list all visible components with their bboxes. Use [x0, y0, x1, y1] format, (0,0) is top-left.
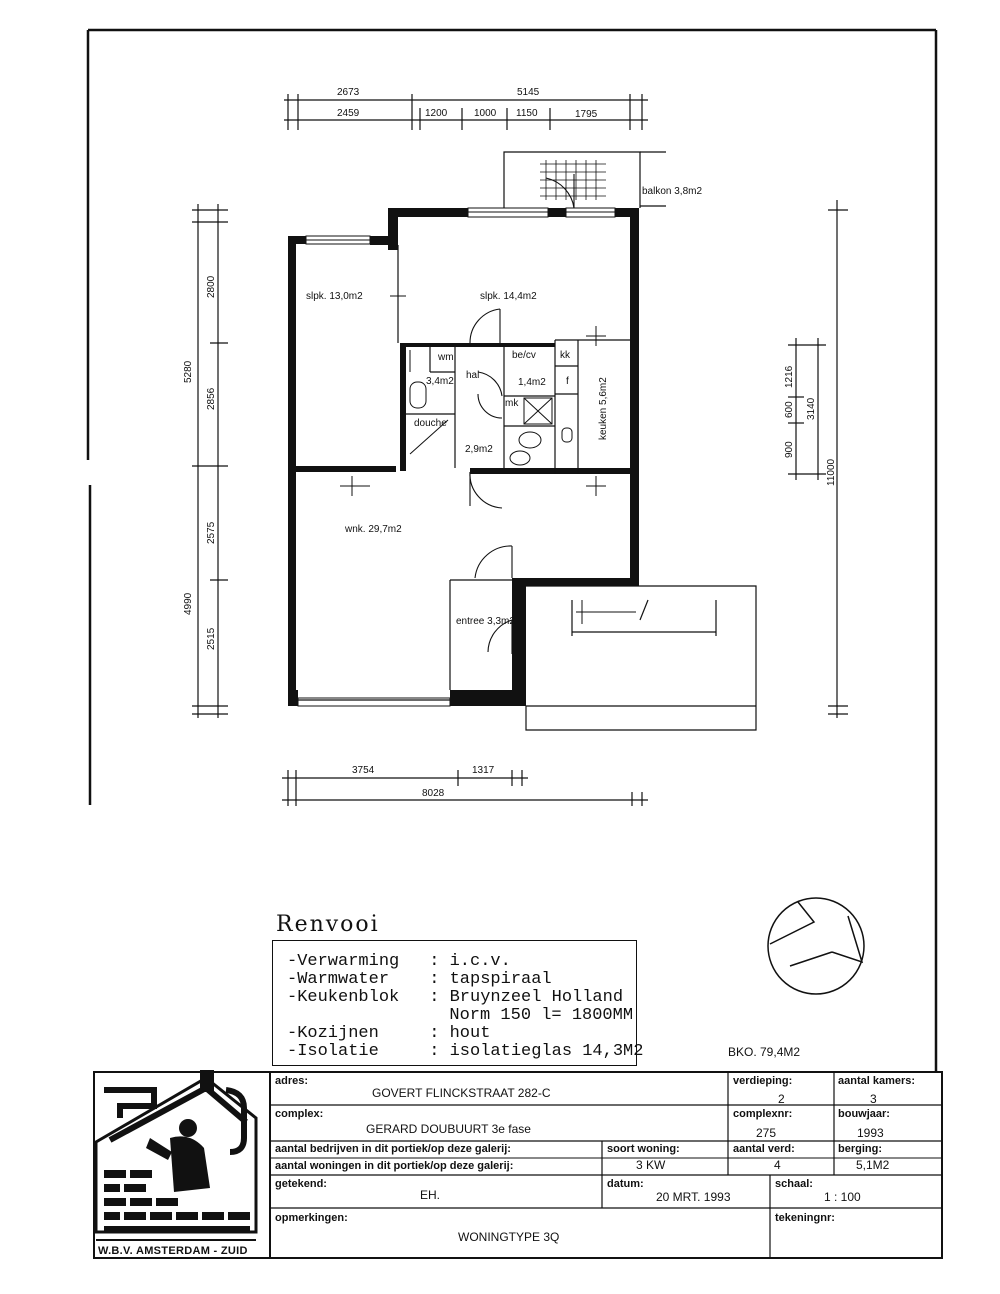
dim-top-inner-3: 1000	[474, 108, 497, 119]
verd-value: 4	[774, 1158, 781, 1172]
kamers-label: aantal kamers:	[838, 1075, 916, 1087]
room-wnk: wnk. 29,7m2	[345, 524, 402, 535]
room-slpk-1: slpk. 13,0m2	[306, 291, 363, 302]
dim-bottom-2: 1317	[472, 765, 495, 776]
dim-bottom-1: 3754	[352, 765, 375, 776]
room-berg: 1,4m2	[518, 377, 546, 388]
dim-right-keuken-2: 600	[784, 401, 795, 418]
datum-label: datum:	[607, 1178, 644, 1190]
dim-left-outer-2: 4990	[183, 592, 194, 615]
dim-left-inner-4: 2515	[206, 627, 217, 650]
room-mk: mk	[505, 398, 519, 409]
room-bad: 3,4m2	[426, 376, 454, 387]
dim-top-inner-4: 1150	[516, 108, 538, 119]
right-dimension-text	[784, 365, 837, 486]
left-dimension-text	[183, 275, 217, 650]
verd-label: aantal verd:	[733, 1143, 795, 1155]
opmerkingen-value: WONINGTYPE 3Q	[458, 1230, 560, 1244]
section-marks	[340, 286, 636, 624]
renvooi-row: -Warmwater : tapspiraal	[287, 970, 552, 989]
balcony-grid	[540, 160, 606, 200]
adres-label: adres:	[275, 1075, 309, 1087]
bko-area: BKO. 79,4M2	[728, 1045, 801, 1059]
dim-top-outer-2: 5145	[517, 87, 540, 98]
complexnr-label: complexnr:	[733, 1108, 793, 1120]
adres-value: GOVERT FLINCKSTRAAT 282-C	[372, 1086, 551, 1100]
logo-caption: W.B.V. AMSTERDAM - ZUID	[98, 1245, 248, 1257]
room-keuken: keuken 5,6m2	[598, 377, 609, 440]
berging-value: 5,1M2	[856, 1158, 890, 1172]
dim-right-keuken-total: 3140	[806, 397, 817, 420]
verdieping-label: verdieping:	[733, 1075, 793, 1087]
dim-left-inner-1: 2800	[206, 275, 217, 298]
complex-value: GERARD DOUBUURT 3e fase	[366, 1122, 531, 1136]
bottom-dimension-lines	[282, 770, 648, 806]
soort-value: 3 KW	[636, 1158, 666, 1172]
room-slpk-2: slpk. 14,4m2	[480, 291, 537, 302]
room-labels	[306, 186, 702, 627]
room-kk: kk	[560, 350, 570, 361]
entrance-gallery	[526, 586, 756, 730]
renvooi-row: -Kozijnen : hout	[287, 1024, 491, 1043]
windows	[298, 208, 615, 706]
complexnr-value: 275	[756, 1126, 777, 1140]
soort-label: soort woning:	[607, 1143, 680, 1155]
renvooi-row: Norm 150 l= 1800MM	[449, 1006, 634, 1025]
room-be-cv: be/cv	[512, 350, 536, 361]
right-dimension-lines	[788, 200, 848, 718]
walls	[288, 208, 639, 706]
complex-label: complex:	[275, 1108, 324, 1120]
bouwjaar-label: bouwjaar:	[838, 1108, 890, 1120]
renvooi-row: -Isolatie : isolatieglas 14,3M2	[287, 1042, 644, 1061]
datum-value: 20 MRT. 1993	[656, 1190, 731, 1204]
renvooi-row: -Keukenblok : Bruynzeel Holland	[287, 988, 624, 1007]
north-arrow	[768, 898, 864, 994]
dim-right-keuken-1: 1216	[784, 365, 795, 388]
schaal-label: schaal:	[775, 1178, 813, 1190]
renvooi-row: -Verwarming : i.c.v.	[287, 952, 511, 971]
room-balkon: balkon 3,8m2	[642, 186, 703, 197]
getekend-label: getekend:	[275, 1178, 327, 1190]
dim-left-inner-3: 2575	[206, 521, 217, 544]
renvooi-title: Renvooi	[276, 912, 380, 937]
room-entree: entree 3,3m2	[456, 616, 515, 627]
dim-top-outer-1: 2673	[337, 87, 360, 98]
bottom-dimension-text	[352, 765, 495, 799]
room-f: f	[566, 376, 569, 387]
room-hal: hal	[466, 370, 480, 381]
dim-left-inner-2: 2856	[206, 387, 217, 410]
getekend-value: EH.	[420, 1188, 441, 1202]
dim-top-inner-2: 1200	[425, 108, 448, 119]
bouwjaar-value: 1993	[857, 1126, 884, 1140]
berging-label: berging:	[838, 1143, 882, 1155]
dim-bottom-total: 8028	[422, 788, 445, 799]
dim-right-total: 11000	[826, 458, 837, 486]
schaal-value: 1 : 100	[824, 1190, 861, 1204]
wbv-logo	[96, 1070, 256, 1240]
woningen-label: aantal woningen in dit portiek/op deze galerij:	[275, 1160, 514, 1172]
top-dimension-text	[337, 87, 598, 120]
verdieping-value: 2	[778, 1092, 785, 1106]
bedrijven-label: aantal bedrijven in dit portiek/op deze galerij:	[275, 1143, 511, 1155]
opmerkingen-label: opmerkingen:	[275, 1212, 348, 1224]
dim-top-inner-5: 1795	[575, 109, 598, 120]
room-toilet: 2,9m2	[465, 444, 493, 455]
room-wm: wm	[438, 352, 454, 363]
dim-top-inner-1: 2459	[337, 108, 360, 119]
dim-left-outer-1: 5280	[183, 360, 194, 383]
tekeningnr-label: tekeningnr:	[775, 1212, 835, 1224]
room-douche: douche	[414, 418, 447, 429]
kamers-value: 3	[870, 1092, 877, 1106]
dim-right-keuken-3: 900	[784, 441, 795, 458]
renvooi-box	[272, 940, 644, 1066]
